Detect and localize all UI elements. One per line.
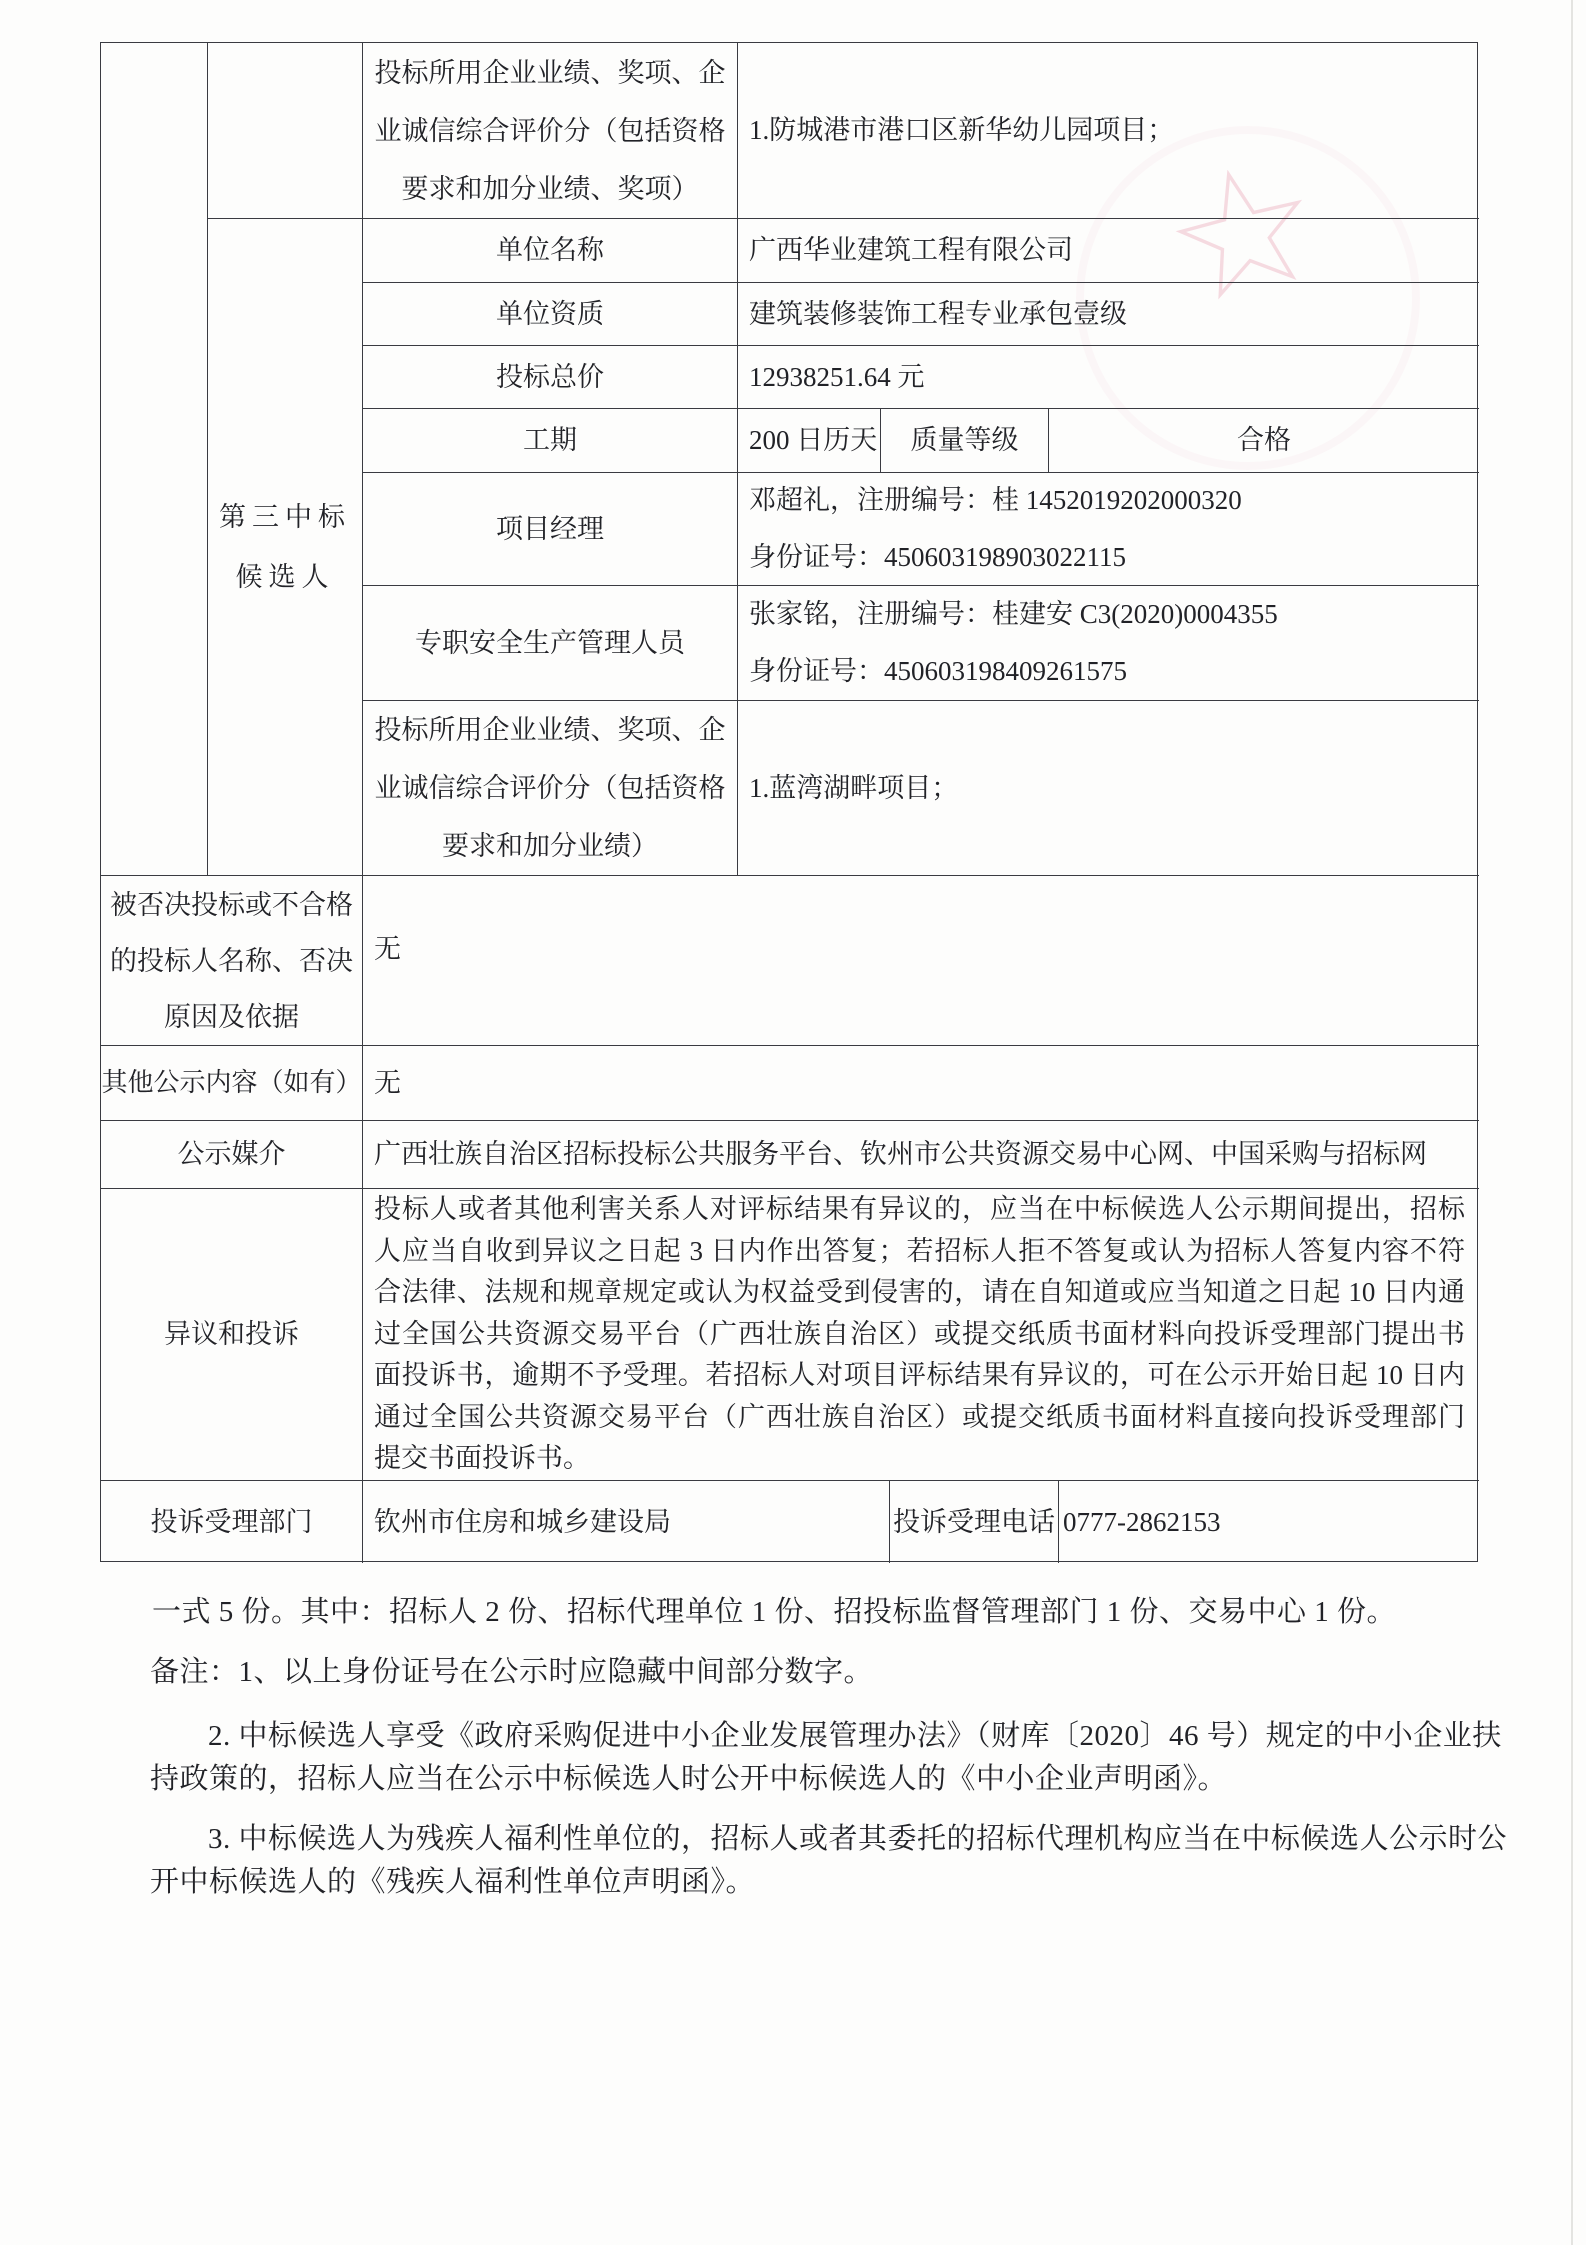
safety-officer-line2: 身份证号：450603198409261575 <box>749 656 1127 686</box>
bid-price-value <box>738 346 1479 409</box>
objection-line7: 提交书面投诉书。 <box>374 1443 590 1474</box>
duration-value <box>738 409 881 473</box>
other-publicity-label <box>101 1046 363 1121</box>
project-manager-value <box>738 473 1479 586</box>
duration-label-text: 工期 <box>523 425 577 456</box>
other-publicity-label-text: 其他公示内容（如有） <box>101 1068 362 1098</box>
complaint-dept-value <box>363 1481 890 1563</box>
third-candidate-title-line1: 第三中标 <box>219 502 351 532</box>
complaint-phone-value <box>1059 1481 1479 1563</box>
objection-line3: 合法律、法规和规章规定或认为权益受到侵害的，请在自知道或应当知道之日起 10 日内通 <box>374 1277 1465 1308</box>
candidate-performance-value <box>738 701 1479 876</box>
complaint-phone-label-text: 投诉受理电话 <box>893 1506 1055 1537</box>
objection-value <box>363 1189 1479 1481</box>
bid-result-table <box>100 42 1478 1562</box>
prev-candidate-cell-empty <box>208 43 363 219</box>
complaint-phone-label <box>890 1481 1059 1563</box>
objection-line1: 投标人或者其他利害关系人对评标结果有异议的，应当在中标候选人公示期间提出，招标 <box>374 1194 1465 1225</box>
prev-performance-label-line3: 要求和加分业绩、奖项） <box>401 173 699 204</box>
prev-performance-value <box>738 43 1479 219</box>
objection-line5: 面投诉书，逾期不予受理。若招标人对项目评标结果有异议的，可在公示开始日起 10 日内 <box>374 1360 1465 1391</box>
rejected-bids-label-line2: 的投标人名称、否决 <box>110 945 353 976</box>
bid-price-label <box>363 346 738 409</box>
note-copies: 一式 5 份。其中：招标人 2 份、招标代理单位 1 份、招投标监督管理部门 1 份、交易中心 1 份。 <box>152 1596 1397 1628</box>
scan-edge-line <box>1571 0 1573 2245</box>
quality-grade-label-text: 质量等级 <box>910 425 1019 456</box>
unit-name-value-text: 广西华业建筑工程有限公司 <box>749 235 1073 266</box>
rejected-bids-label <box>101 876 363 1046</box>
quality-grade-value-text: 合格 <box>1237 425 1291 456</box>
safety-officer-value <box>738 586 1479 701</box>
unit-name-label-text: 单位名称 <box>496 235 604 266</box>
quality-grade-value <box>1049 409 1479 473</box>
complaint-phone-value-text: 0777-2862153 <box>1063 1506 1221 1537</box>
publicity-media-label <box>101 1121 363 1189</box>
project-manager-label <box>363 473 738 586</box>
objection-line4: 过全国公共资源交易平台（广西壮族自治区）或提交纸质书面材料向投诉受理部门提出书 <box>374 1318 1465 1349</box>
rejected-bids-label-line3: 原因及依据 <box>164 1001 299 1032</box>
prev-performance-label <box>363 43 738 219</box>
unit-name-value <box>738 219 1479 283</box>
left-span-cell-empty <box>101 43 208 876</box>
complaint-dept-label-text: 投诉受理部门 <box>150 1506 313 1537</box>
safety-officer-line1: 张家铭，注册编号：桂建安 C3(2020)0004355 <box>749 599 1278 629</box>
qualification-label <box>363 283 738 346</box>
third-candidate-title-cell <box>208 219 363 876</box>
note-remark-2-line2: 持政策的，招标人应当在公示中标候选人时公开中标候选人的《中小企业声明函》。 <box>150 1763 1228 1795</box>
publicity-media-value <box>363 1121 1479 1189</box>
rejected-bids-value <box>363 876 1479 1046</box>
note-remark-3-line1: 3. 中标候选人为残疾人福利性单位的，招标人或者其委托的招标代理机构应当在中标候选人公示时公 <box>208 1823 1508 1855</box>
prev-performance-label-line1: 投标所用企业业绩、奖项、企 <box>374 57 726 88</box>
bid-price-label-text: 投标总价 <box>496 361 604 392</box>
project-manager-line2: 身份证号：450603198903022115 <box>749 542 1126 572</box>
rejected-bids-value-text: 无 <box>374 934 401 964</box>
objection-label-text: 异议和投诉 <box>164 1319 299 1350</box>
safety-officer-label-text: 专职安全生产管理人员 <box>415 627 685 658</box>
unit-name-label <box>363 219 738 283</box>
quality-grade-label <box>881 409 1049 473</box>
objection-label <box>101 1189 363 1481</box>
note-remark-3-line2: 开中标候选人的《残疾人福利性单位声明函》。 <box>150 1866 756 1898</box>
third-candidate-title-line2: 候选人 <box>235 562 335 592</box>
duration-value-text: 200 日历天 <box>749 425 878 456</box>
candidate-performance-label <box>363 701 738 876</box>
candidate-performance-label-line2: 业诚信综合评价分（包括资格 <box>374 773 726 803</box>
other-publicity-value <box>363 1046 1479 1121</box>
note-remark-2-line1: 2. 中标候选人享受《政府采购促进中小企业发展管理办法》（财库〔2020〕46 号）规定的中小企业扶 <box>208 1720 1502 1752</box>
objection-line2: 人应当自收到异议之日起 3 日内作出答复；若招标人拒不答复或认为招标人答复内容不符 <box>374 1235 1465 1266</box>
publicity-media-value-text: 广西壮族自治区招标投标公共服务平台、钦州市公共资源交易中心网、中国采购与招标网 <box>374 1139 1427 1170</box>
duration-label <box>363 409 738 473</box>
other-publicity-value-text: 无 <box>374 1067 401 1098</box>
candidate-performance-label-line3: 要求和加分业绩） <box>442 831 658 861</box>
prev-performance-label-line2: 业诚信综合评价分（包括资格 <box>374 115 726 146</box>
bid-price-value-text: 12938251.64 元 <box>749 361 925 392</box>
note-remark-1: 备注：1、以上身份证号在公示时应隐藏中间部分数字。 <box>150 1656 874 1688</box>
qualification-value <box>738 283 1479 346</box>
candidate-performance-label-line1: 投标所用企业业绩、奖项、企 <box>374 715 726 745</box>
project-manager-line1: 邓超礼，注册编号：桂 1452019202000320 <box>749 485 1242 515</box>
qualification-label-text: 单位资质 <box>496 298 604 329</box>
project-manager-label-text: 项目经理 <box>496 513 604 544</box>
complaint-dept-label <box>101 1481 363 1563</box>
safety-officer-label <box>363 586 738 701</box>
objection-line6: 通过全国公共资源交易平台（广西壮族自治区）或提交纸质书面材料直接向投诉受理部门 <box>374 1401 1465 1432</box>
publicity-media-label-text: 公示媒介 <box>177 1139 286 1170</box>
prev-performance-text: 1.防城港市港口区新华幼儿园项目； <box>749 115 1175 146</box>
complaint-dept-value-text: 钦州市住房和城乡建设局 <box>374 1506 671 1537</box>
qualification-value-text: 建筑装修装饰工程专业承包壹级 <box>749 298 1127 329</box>
rejected-bids-label-line1: 被否决投标或不合格 <box>110 889 353 920</box>
candidate-performance-text: 1.蓝湾湖畔项目； <box>749 772 959 803</box>
